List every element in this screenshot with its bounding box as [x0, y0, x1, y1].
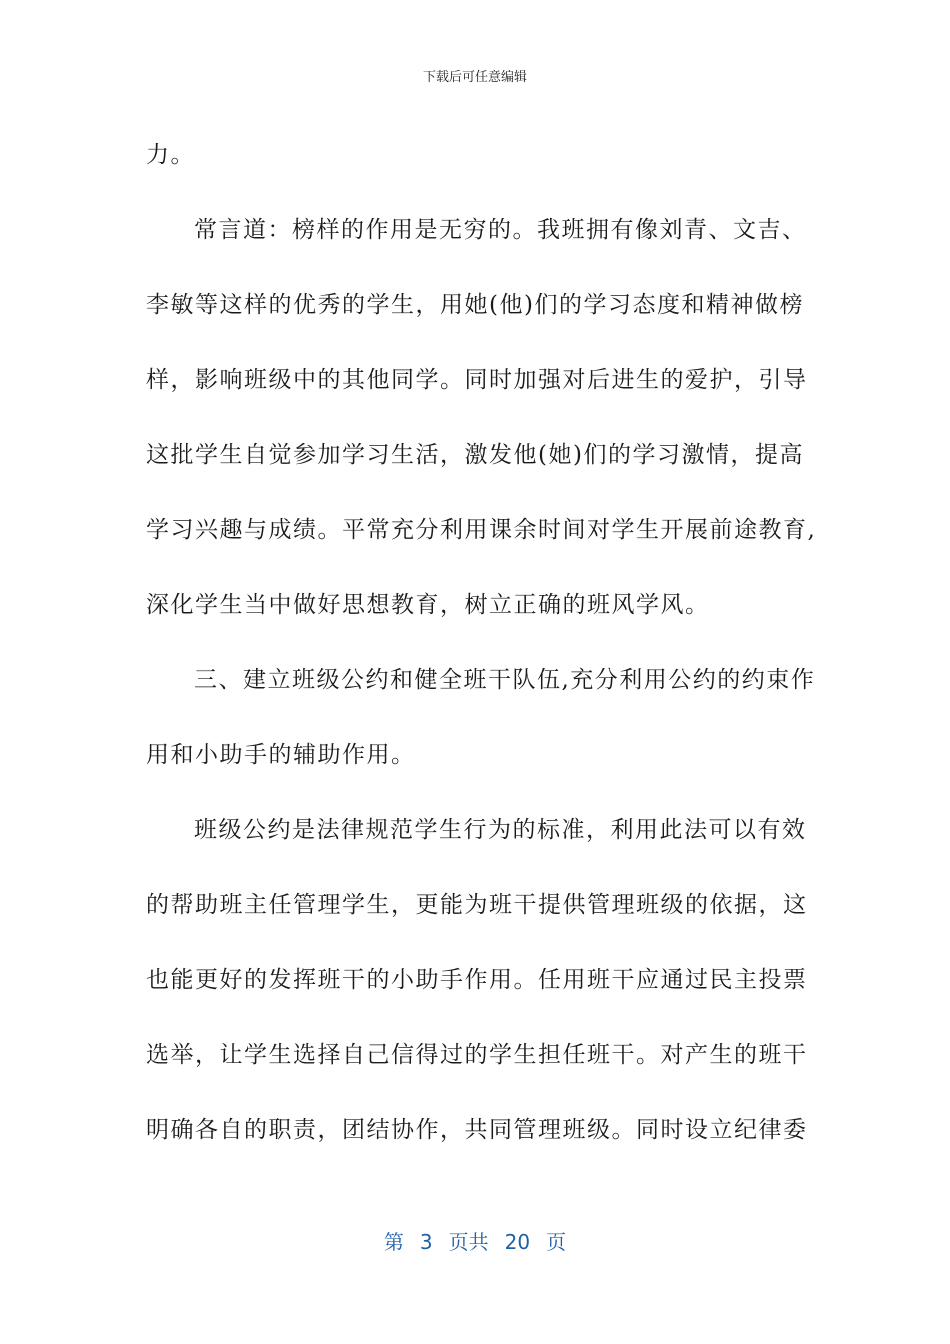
text-line: 学习兴趣与成绩。平常充分利用课余时间对学生开展前途教育, — [146, 517, 817, 543]
text-line: 样，影响班级中的其他同学。同时加强对后进生的爱护，引导 — [146, 367, 808, 393]
text-line: 的帮助班主任管理学生，更能为班干提供管理班级的依据，这 — [146, 892, 808, 918]
text-line: 选举，让学生选择自己信得过的学生担任班干。对产生的班干 — [146, 1042, 808, 1068]
current-page-number: 3 — [419, 1230, 433, 1254]
text-line: 班级公约是法律规范学生行为的标准，利用此法可以有效 — [194, 817, 807, 843]
text-line: 深化学生当中做好思想教育，树立正确的班风学风。 — [146, 592, 710, 618]
text-line: 明确各自的职责，团结协作，共同管理班级。同时设立纪律委 — [146, 1117, 808, 1143]
text-line: 力。 — [146, 142, 195, 168]
footer-label-page: 第 — [383, 1230, 404, 1254]
text-line: 也能更好的发挥班干的小助手作用。任用班干应通过民主投票 — [146, 967, 808, 993]
text-line: 用和小助手的辅助作用。 — [146, 742, 416, 768]
page-footer — [0, 1226, 950, 1255]
text-line: 三、建立班级公约和健全班干队伍,充分利用公约的约束作 — [194, 667, 816, 693]
document-body — [146, 118, 817, 1168]
text-line: 常言道：榜样的作用是无穷的。我班拥有像刘青、文吉、 — [194, 217, 807, 243]
text-line: 这批学生自觉参加学习生活，激发他(她)们的学习激情，提高 — [146, 442, 804, 468]
footer-label-total: 页共 — [448, 1230, 489, 1254]
text-line: 李敏等这样的优秀的学生，用她(他)们的学习态度和精神做榜 — [146, 292, 804, 318]
total-page-count: 20 — [504, 1230, 531, 1254]
header-note: 下载后可任意编辑 — [422, 70, 527, 85]
footer-label-end: 页 — [546, 1230, 567, 1254]
